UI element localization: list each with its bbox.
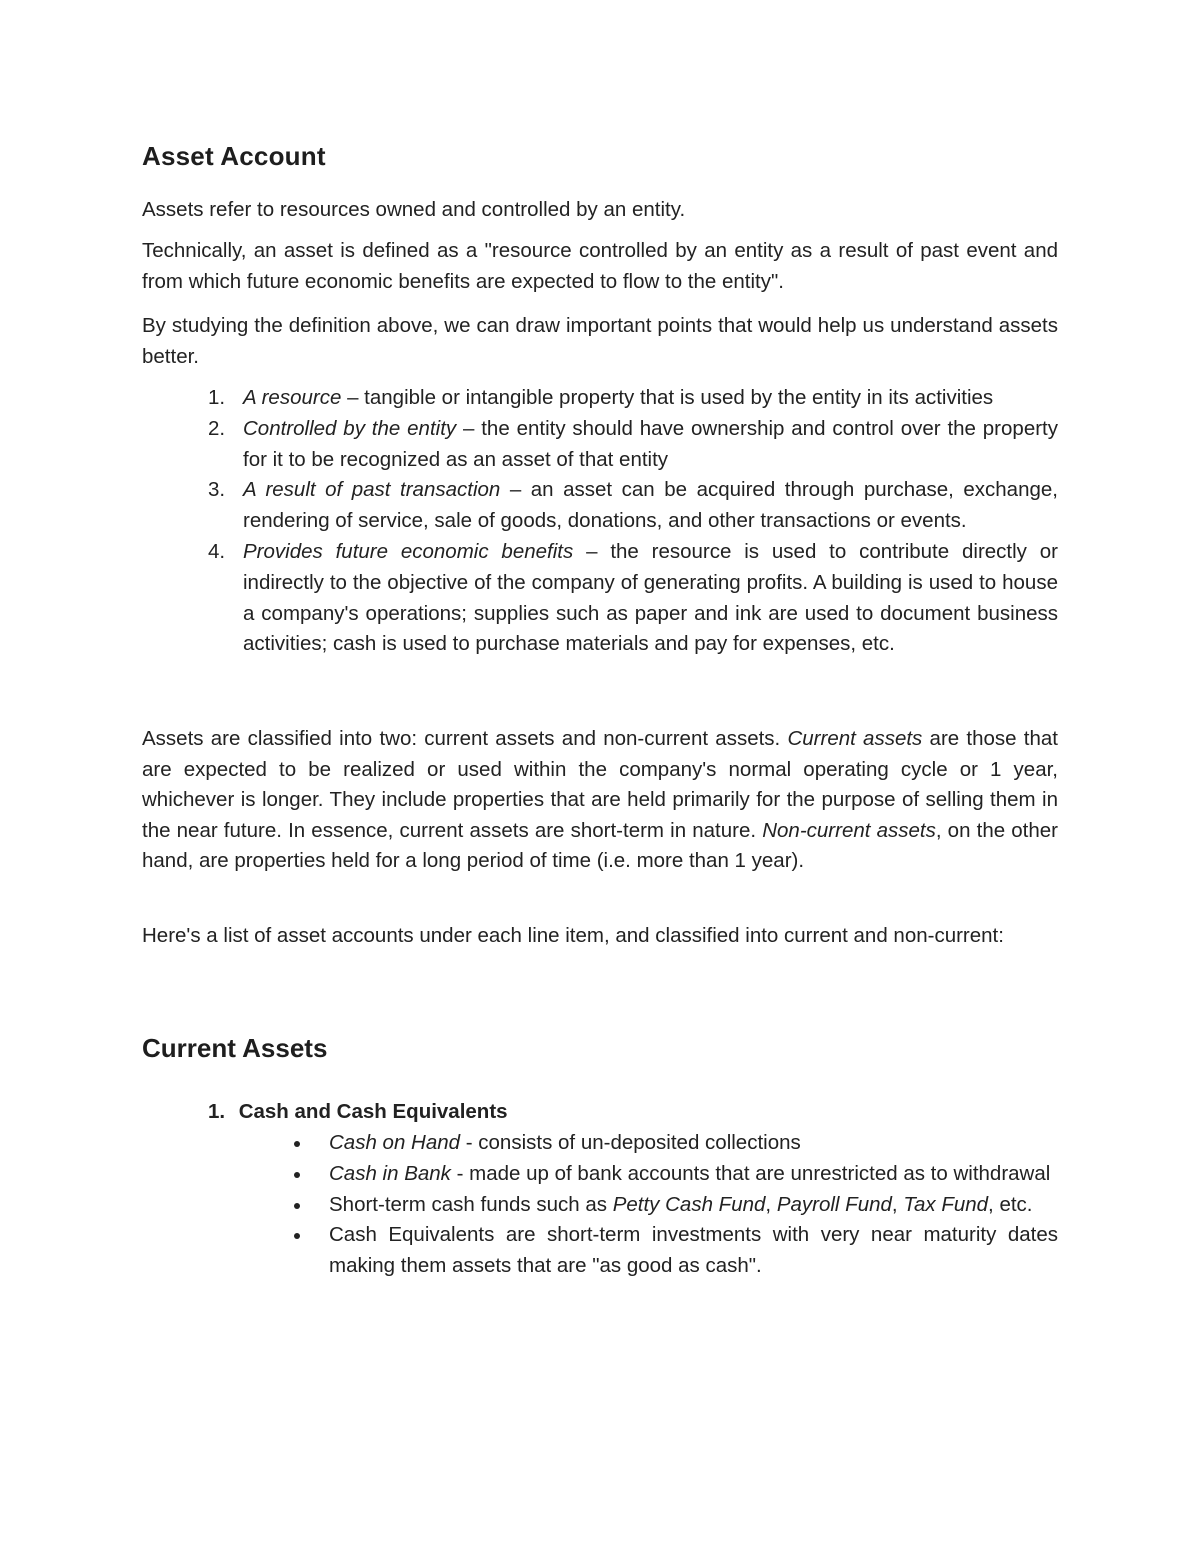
list-item <box>142 475 1058 537</box>
list-item <box>142 1159 1058 1190</box>
point-term: A resource <box>243 386 342 409</box>
paragraph-list-intro: Here's a list of asset accounts under each line item, and classified into current and non-current: <box>142 924 1004 947</box>
item-term: Tax Fund <box>903 1192 989 1216</box>
paragraph-technical-definition: Technically, an asset is defined as a "resource controlled by an entity as a result of past event and from which future economic benefits are expected to flow to the entity". <box>142 239 1058 293</box>
bullet-icon <box>294 1172 300 1178</box>
text-segment: , on the other hand, are properties held for a long period of time (i.e. more than 1 year). <box>142 818 1058 872</box>
bullet-icon <box>294 1203 300 1209</box>
page-title: Asset Account <box>142 141 326 171</box>
list-item <box>142 1128 1058 1159</box>
point-text: – the resource is used to contribute directly or indirectly to the objective of the company of generating profits. A building is used to house a company's operations; supplies such as paper and ink are used to document business activities; cash is used to purchase materials and pay for expenses, etc. <box>243 539 1058 656</box>
list-item <box>142 414 1058 476</box>
point-text: – the entity should have ownership and control over the property for it to be recognized as an asset of that entity <box>243 416 1058 471</box>
text-segment: Assets are classified into two: current assets and non-current assets. <box>142 727 788 750</box>
paragraph-study-intro: By studying the definition above, we can draw important points that would help us understand assets better. <box>142 314 1058 368</box>
item-text: - made up of bank accounts that are unrestricted as to withdrawal <box>450 1161 1051 1185</box>
list-item <box>142 383 1058 414</box>
separator: , <box>765 1192 777 1216</box>
point-term: A result of past transaction <box>243 478 501 502</box>
term-current-assets: Current assets <box>787 727 923 750</box>
item-term: Payroll Fund <box>776 1192 892 1216</box>
point-text: – tangible or intangible property that is used by the entity in its activities <box>341 386 994 409</box>
item-text: Cash Equivalents are short-term investments with very near maturity dates making them assets that are "as good as cash". <box>329 1223 1058 1278</box>
category-number: 1. <box>208 1100 226 1123</box>
section-title-current-assets: Current Assets <box>142 1033 328 1063</box>
item-term: Cash in Bank <box>329 1161 451 1185</box>
bullet-icon <box>294 1141 300 1147</box>
term-non-current-assets: Non-current assets <box>762 818 936 842</box>
point-term: Provides future economic benefits <box>243 539 574 563</box>
list-item <box>142 537 1058 660</box>
cash-items-list <box>142 1128 1058 1282</box>
list-number: 1. <box>208 386 226 409</box>
item-term: Cash on Hand <box>329 1131 461 1154</box>
category-heading <box>208 1097 508 1127</box>
item-text: , etc. <box>988 1192 1033 1216</box>
point-text: – an asset can be acquired through purchase, exchange, rendering of service, sale of goods, donations, and other transactions or events. <box>243 478 1058 533</box>
separator: , <box>891 1192 904 1216</box>
point-term: Controlled by the entity <box>243 416 457 440</box>
list-item <box>142 1190 1058 1221</box>
item-text: - consists of un-deposited collections <box>460 1131 801 1154</box>
asset-points-list <box>142 383 1058 660</box>
paragraph-assets-definition: Assets refer to resources owned and controlled by an entity. <box>142 198 686 221</box>
list-item <box>142 1220 1058 1282</box>
item-text: Short-term cash funds such as <box>329 1192 613 1216</box>
paragraph-classification <box>142 724 1058 877</box>
list-number: 2. <box>208 416 226 440</box>
list-number: 4. <box>208 539 226 563</box>
list-number: 3. <box>208 478 226 502</box>
bullet-icon <box>294 1233 300 1239</box>
category-label: Cash and Cash Equivalents <box>238 1100 508 1123</box>
item-term: Petty Cash Fund <box>612 1192 766 1216</box>
text-segment: are those that are expected to be realized or used within the company's normal operating cycle or 1 year, whichever is longer. They include properties that are held primarily for the purpose of selling them in the near future. In essence, current assets are short-term in nature. <box>142 727 1058 842</box>
